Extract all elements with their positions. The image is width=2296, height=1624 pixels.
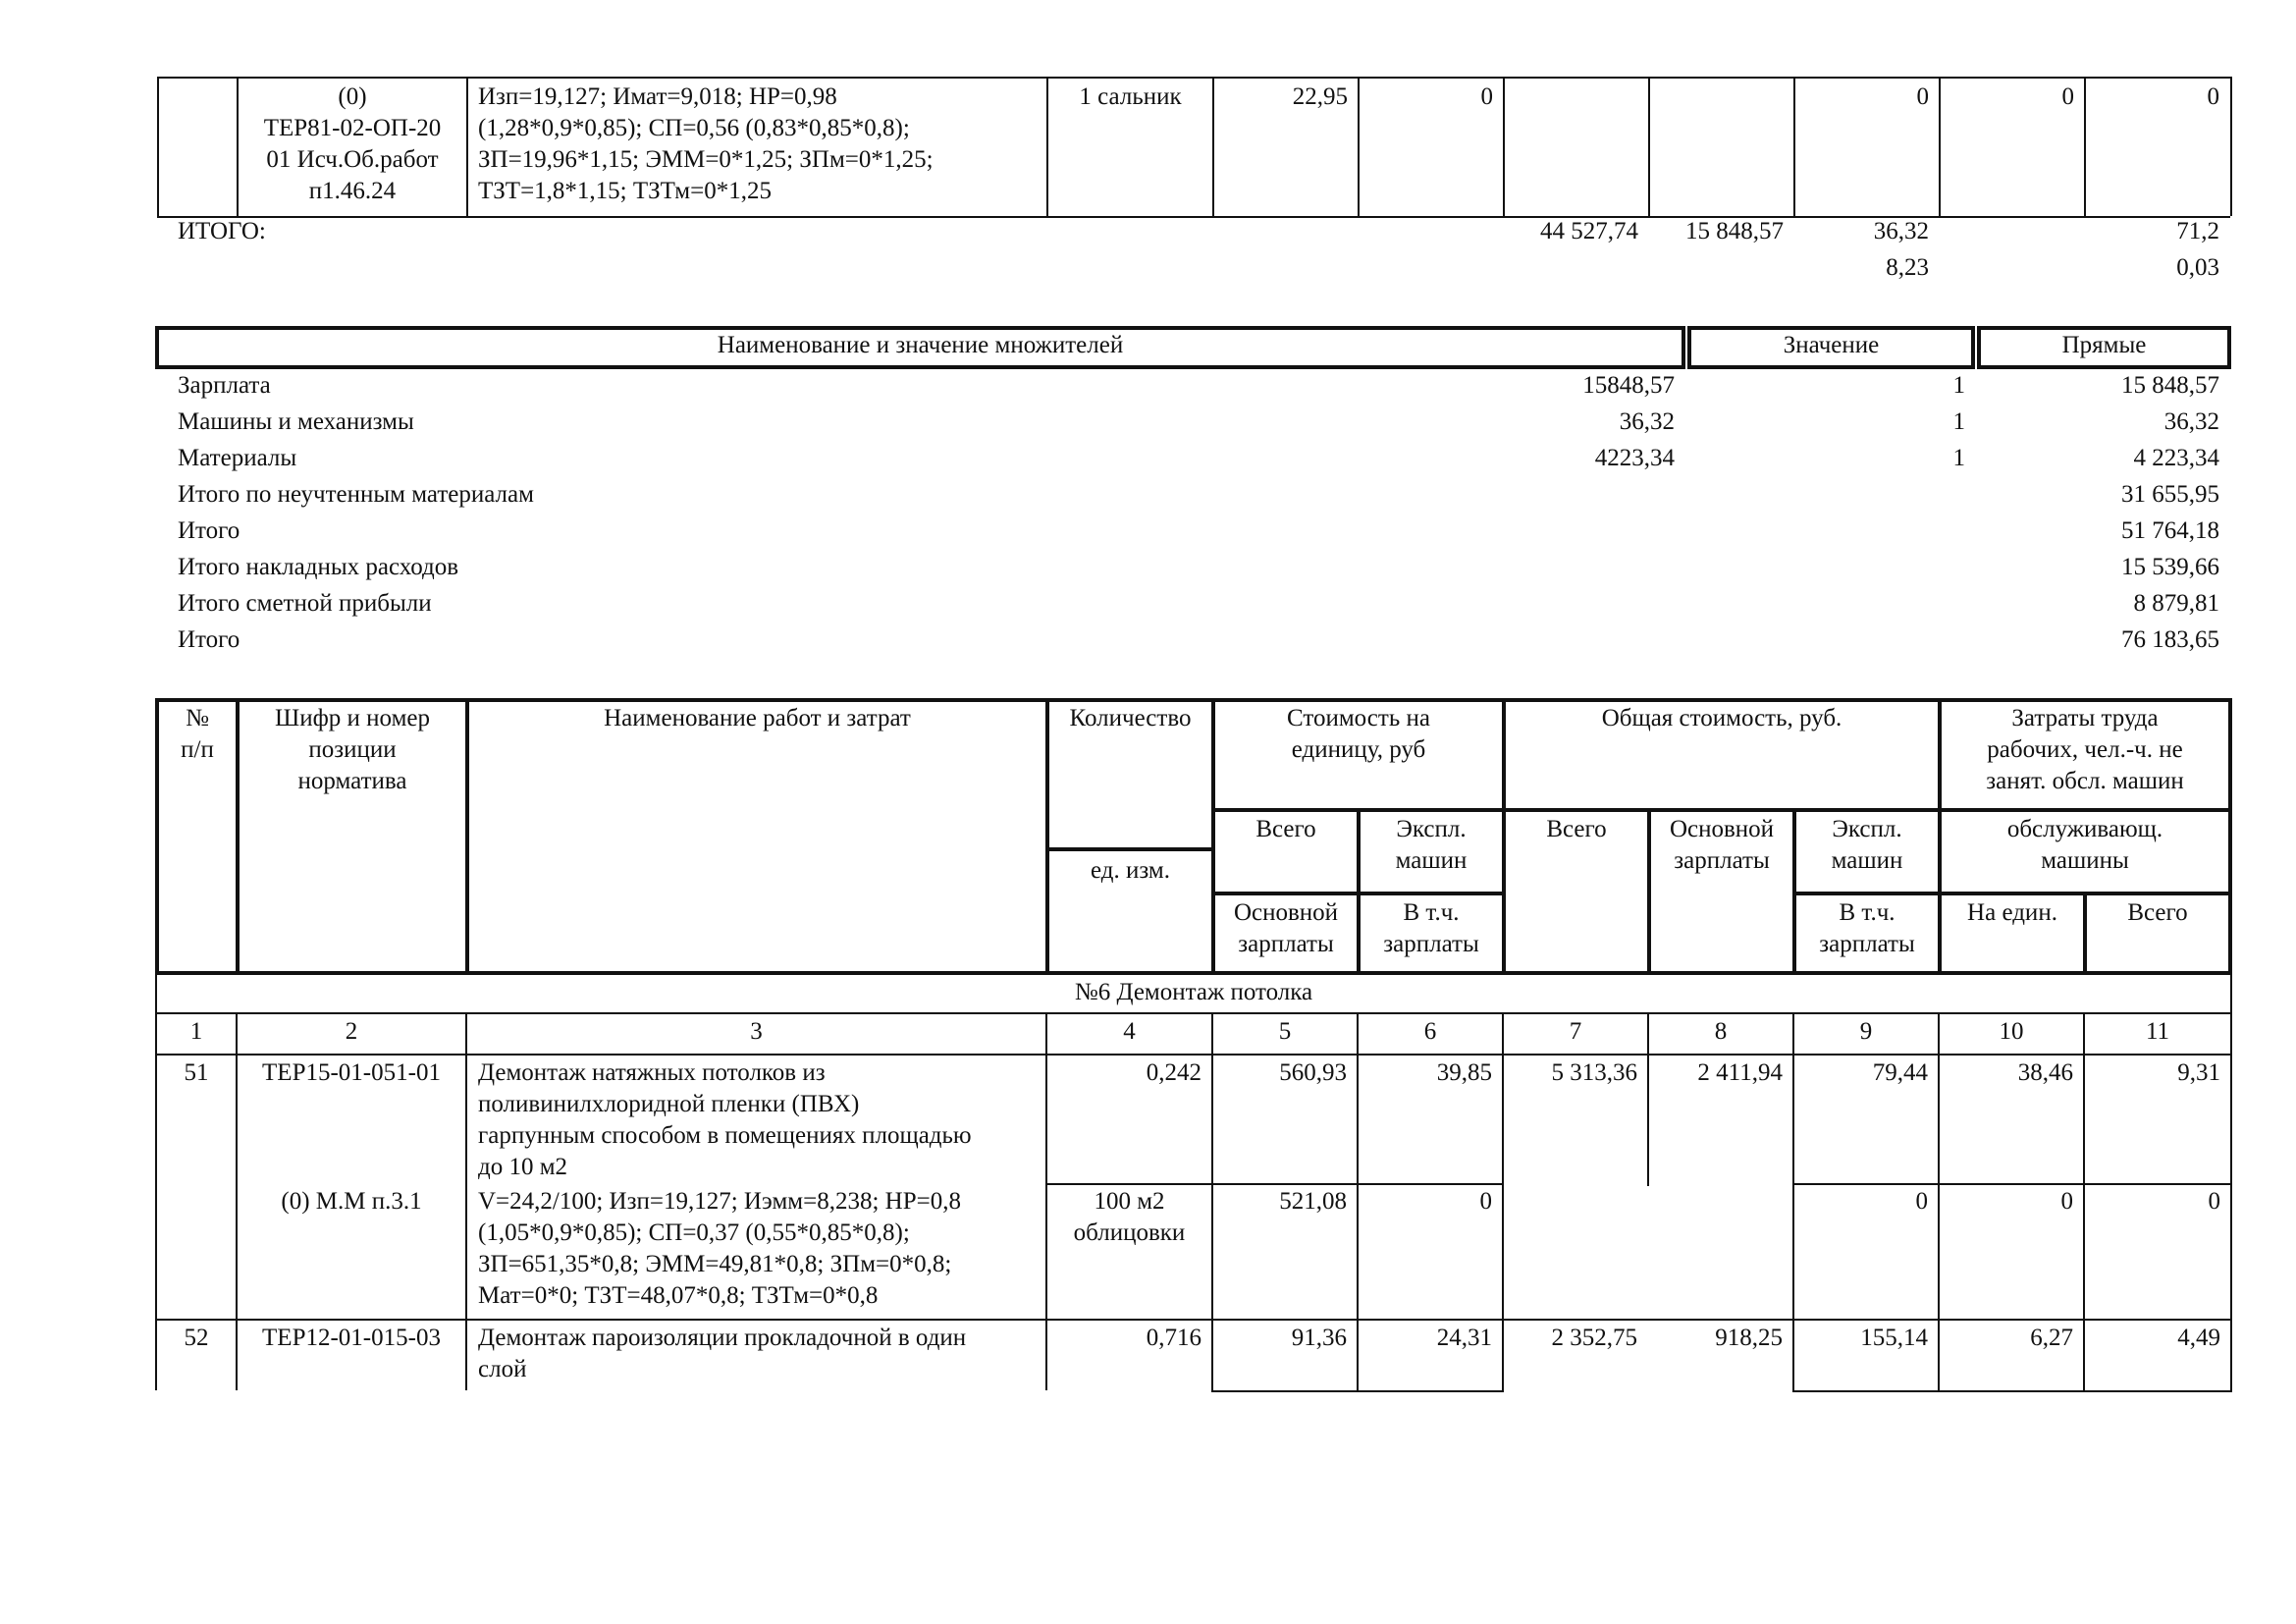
col-num: 2 — [345, 1018, 358, 1045]
top-desc-line-3: ЗП=19,96*1,15; ЭММ=0*1,25; ЗПм=0*1,25; — [478, 146, 934, 173]
mult-value: 1 — [1952, 445, 1965, 471]
mult-direct: 36,32 — [2163, 408, 2219, 435]
section-title: №6 Демонтаж потолка — [1074, 979, 1313, 1005]
mult-label: Итого — [178, 626, 240, 653]
row52-c8: 918,25 — [1715, 1325, 1783, 1351]
row52-c7: 2 352,75 — [1551, 1325, 1637, 1351]
mult-value: 1 — [1952, 372, 1965, 399]
hdr-all-3: Всего — [2127, 899, 2188, 926]
row51-unit-1: 100 м2 — [1094, 1188, 1165, 1215]
col-num: 8 — [1714, 1018, 1728, 1045]
itogo-c9: 36,32 — [1873, 218, 1929, 244]
mult-direct: 4 223,34 — [2133, 445, 2219, 471]
row52-c5: 91,36 — [1291, 1325, 1347, 1351]
row51-c9b: 0 — [1915, 1188, 1928, 1215]
hdr-expl-1a: Экспл. — [1396, 816, 1467, 842]
itogo-c11b: 0,03 — [2176, 254, 2219, 281]
row51-num: 51 — [184, 1059, 209, 1086]
top-code-line-2: ТЕР81-02-ОП-20 — [263, 115, 442, 141]
top-c10: 0 — [2061, 83, 2074, 110]
itogo-c11: 71,2 — [2176, 218, 2219, 244]
row51-c9: 79,44 — [1872, 1059, 1928, 1086]
hdr-name: Наименование работ и затрат — [604, 705, 911, 731]
row51-c5b: 521,08 — [1279, 1188, 1347, 1215]
hdr-qty: Количество — [1069, 705, 1192, 731]
col-num: 6 — [1423, 1018, 1437, 1045]
mult-label: Итого накладных расходов — [178, 554, 459, 580]
mult-direct: 15 539,66 — [2121, 554, 2219, 580]
top-desc-line-2: (1,28*0,9*0,85); СП=0,56 (0,83*0,85*0,8); — [478, 115, 910, 141]
top-c6: 0 — [1480, 83, 1493, 110]
row51-qty: 0,242 — [1146, 1059, 1201, 1086]
top-c9: 0 — [1916, 83, 1929, 110]
top-code-line-1: (0) — [338, 83, 367, 110]
row52-name-line-2: слой — [478, 1356, 527, 1382]
top-c11: 0 — [2207, 83, 2219, 110]
col-num: 3 — [750, 1018, 763, 1045]
mult-amount: 36,32 — [1619, 408, 1675, 435]
hdr-expl-1b: машин — [1395, 847, 1468, 874]
row51-code2: (0) М.М п.3.1 — [281, 1188, 422, 1215]
row51-name-line-3: гарпунным способом в помещениях площадью — [478, 1122, 972, 1149]
itogo-c9b: 8,23 — [1886, 254, 1929, 281]
row51-c5: 560,93 — [1279, 1059, 1347, 1086]
hdr-unit: ед. изм. — [1091, 857, 1170, 884]
top-c5: 22,95 — [1292, 83, 1348, 110]
row51-c8: 2 411,94 — [1697, 1059, 1783, 1086]
top-code-line-3: 01 Исч.Об.работ — [266, 146, 439, 173]
row51-c7: 5 313,36 — [1551, 1059, 1637, 1086]
top-desc-line-4: ТЗТ=1,8*1,15; ТЗТм=0*1,25 — [478, 178, 772, 204]
hdr-num-2: п/п — [181, 736, 214, 763]
top-code-line-4: п1.46.24 — [308, 178, 397, 204]
mult-label: Зарплата — [178, 372, 271, 399]
hdr-labor-3: занят. обсл. машин — [1986, 768, 2184, 794]
hdr-base-1b: зарплаты — [1238, 931, 1334, 957]
row51-c6: 39,85 — [1436, 1059, 1492, 1086]
col-num: 1 — [189, 1018, 203, 1045]
row51-unit-2: облицовки — [1073, 1219, 1186, 1246]
col-num: 4 — [1123, 1018, 1136, 1045]
top-qty: 1 сальник — [1079, 83, 1182, 110]
row51-c11: 9,31 — [2177, 1059, 2220, 1086]
row51-c11b: 0 — [2208, 1188, 2220, 1215]
hdr-labor-2: рабочих, чел.-ч. не — [1987, 736, 2183, 763]
row51-c6b: 0 — [1479, 1188, 1492, 1215]
hdr-all-2: Всего — [1546, 816, 1607, 842]
mult-value: 1 — [1952, 408, 1965, 435]
mult-label: Машины и механизмы — [178, 408, 414, 435]
hdr-incl-1a: В т.ч. — [1403, 899, 1460, 926]
mult-direct: 15 848,57 — [2121, 372, 2219, 399]
hdr-all-1: Всего — [1255, 816, 1316, 842]
hdr-code-2: позиции — [308, 736, 397, 763]
row51-desc2-line-2: (1,05*0,9*0,85); СП=0,37 (0,55*0,85*0,8); — [478, 1219, 910, 1246]
mult-direct: 8 879,81 — [2133, 590, 2219, 617]
row52-qty: 0,716 — [1146, 1325, 1201, 1351]
multipliers-header-name: Наименование и значение множителей — [717, 332, 1124, 358]
multipliers-header-direct: Прямые — [2061, 332, 2147, 358]
hdr-code-3: норматива — [297, 768, 407, 794]
mult-amount: 15848,57 — [1582, 372, 1675, 399]
hdr-per-unit: На един. — [1967, 899, 2057, 926]
hdr-serv-2: машины — [2041, 847, 2129, 874]
hdr-labor-1: Затраты труда — [2011, 705, 2159, 731]
col-num: 7 — [1569, 1018, 1582, 1045]
hdr-base-2a: Основной — [1669, 816, 1775, 842]
mult-label: Материалы — [178, 445, 297, 471]
hdr-incl-2b: зарплаты — [1819, 931, 1915, 957]
itogo-c7: 44 527,74 — [1540, 218, 1638, 244]
row51-desc2-line-4: Мат=0*0; ТЗТ=48,07*0,8; ТЗТм=0*0,8 — [478, 1282, 879, 1309]
mult-direct: 31 655,95 — [2121, 481, 2219, 508]
row51-name-line-4: до 10 м2 — [478, 1154, 568, 1180]
col-num: 11 — [2145, 1018, 2170, 1045]
mult-amount: 4223,34 — [1594, 445, 1675, 471]
row51-desc2-line-1: V=24,2/100; Изп=19,127; Иэмм=8,238; НР=0,8 — [478, 1188, 961, 1215]
row52-c10: 6,27 — [2030, 1325, 2073, 1351]
hdr-code-1: Шифр и номер — [275, 705, 430, 731]
row52-c6: 24,31 — [1436, 1325, 1492, 1351]
hdr-unit-cost-2: единицу, руб — [1291, 736, 1426, 763]
row51-name-line-2: поливинилхлоридной пленки (ПВХ) — [478, 1091, 860, 1117]
hdr-base-1a: Основной — [1233, 899, 1339, 926]
hdr-unit-cost-1: Стоимость на — [1287, 705, 1430, 731]
col-num: 10 — [1999, 1018, 2024, 1045]
row51-desc2-line-3: ЗП=651,35*0,8; ЭММ=49,81*0,8; ЗПм=0*0,8; — [478, 1251, 952, 1277]
row51-code: ТЕР15-01-051-01 — [262, 1059, 441, 1086]
mult-direct: 51 764,18 — [2121, 517, 2219, 544]
mult-direct: 76 183,65 — [2121, 626, 2219, 653]
mult-label: Итого сметной прибыли — [178, 590, 432, 617]
row52-name-line-1: Демонтаж пароизоляции прокладочной в один — [478, 1325, 967, 1351]
row52-num: 52 — [184, 1325, 209, 1351]
row51-c10: 38,46 — [2017, 1059, 2073, 1086]
mult-label: Итого по неучтенным материалам — [178, 481, 534, 508]
row52-c9: 155,14 — [1860, 1325, 1928, 1351]
hdr-base-2b: зарплаты — [1674, 847, 1770, 874]
hdr-total-cost: Общая стоимость, руб. — [1601, 705, 1842, 731]
hdr-incl-1b: зарплаты — [1383, 931, 1479, 957]
col-num: 9 — [1859, 1018, 1873, 1045]
hdr-serv-1: обслуживающ. — [2006, 816, 2163, 842]
row52-c11: 4,49 — [2177, 1325, 2220, 1351]
hdr-expl-2a: Экспл. — [1832, 816, 1902, 842]
multipliers-header-value: Значение — [1783, 332, 1880, 358]
hdr-incl-2a: В т.ч. — [1839, 899, 1896, 926]
row51-name-line-1: Демонтаж натяжных потолков из — [478, 1059, 826, 1086]
mult-label: Итого — [178, 517, 240, 544]
top-desc-line-1: Изп=19,127; Имат=9,018; НР=0,98 — [478, 83, 837, 110]
itogo-label: ИТОГО: — [178, 218, 266, 244]
itogo-c8: 15 848,57 — [1685, 218, 1784, 244]
row52-code: ТЕР12-01-015-03 — [262, 1325, 441, 1351]
row51-c10b: 0 — [2060, 1188, 2073, 1215]
hdr-expl-2b: машин — [1831, 847, 1903, 874]
col-num: 5 — [1278, 1018, 1292, 1045]
hdr-num-1: № — [186, 705, 209, 731]
